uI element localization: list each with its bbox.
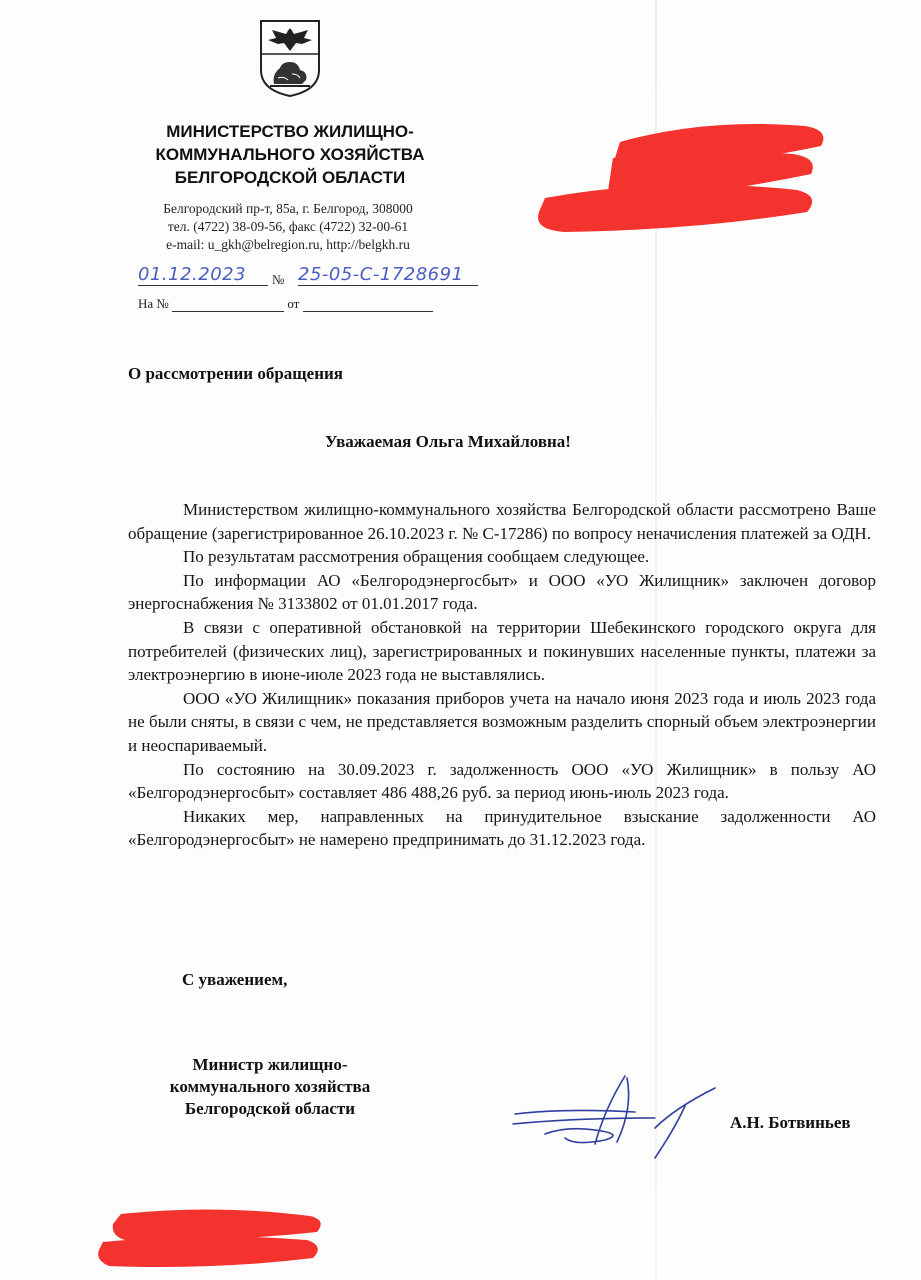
ministry-line2: КОММУНАЛЬНОГО ХОЗЯЙСТВА	[155, 145, 425, 164]
reply-number-label: На №	[138, 296, 169, 311]
reply-date-blank	[303, 297, 433, 312]
ministry-line3: БЕЛГОРОДСКОЙ ОБЛАСТИ	[174, 168, 406, 187]
footer-redaction	[95, 1200, 330, 1272]
paragraph-5: ООО «УО Жилищник» показания приборов учета на начало июня 2023 года и июль 2023 года не были сняты, в связи с чем, не представляется возможным разделить спорный объем электроэнергии и неоспариваемый.	[128, 688, 876, 755]
signatory-title-line3: Белгородской области	[184, 1099, 356, 1118]
email: e-mail: u_gkh@belregion.ru, http://belgkh.ru	[166, 237, 410, 252]
handwritten-signature	[505, 1068, 725, 1163]
signatory-title-line2: коммунального хозяйства	[169, 1077, 371, 1096]
contact-block	[118, 200, 458, 254]
registration-date: 01.12.2023	[138, 264, 268, 286]
recipient-redaction	[525, 112, 835, 242]
address: Белгородский пр-т, 85а, г. Белгород, 308000	[163, 201, 413, 216]
letter-subject: О рассмотрении обращения	[128, 364, 343, 383]
reply-reference	[138, 296, 433, 312]
registration-number: 25-05-С-1728691	[298, 264, 478, 286]
closing: С уважением,	[182, 970, 288, 989]
coat-of-arms-icon	[258, 18, 322, 98]
paragraph-4: В связи с оперативной обстановкой на территории Шебекинского городского округа для потребителей (физических лиц), зарегистрированных и покинувших населенные пункты, платежи за электроэнергию в июне-июле 2023 года не выставлялись.	[128, 617, 876, 685]
letter-body	[128, 498, 876, 852]
registration-number-label: №	[272, 272, 285, 287]
paragraph-2: По результатам рассмотрения обращения сообщаем следующее.	[183, 547, 650, 567]
paragraph-1: Министерством жилищно-коммунального хозяйства Белгородской области рассмотрено Ваше обращение (зарегистрированное 26.10.2023 г. № С-17286) по вопросу неначисления платежей за ОДН.	[128, 500, 876, 543]
paragraph-3: По информации АО «Белгородэнергосбыт» и ООО «УО Жилищник» заключен договор энергоснабжения № 3133802 от 01.01.2017 года.	[128, 570, 876, 614]
paragraph-6: По состоянию на 30.09.2023 г. задолженность ООО «УО Жилищник» в пользу АО «Белгородэнергосбыт» составляет 486 488,26 руб. за период июнь-июль 2023 года.	[128, 759, 876, 803]
greeting: Уважаемая Ольга Михайловна!	[325, 432, 571, 451]
reply-number-blank	[172, 297, 284, 312]
signatory-name: А.Н. Ботвиньев	[730, 1113, 851, 1132]
signatory-title	[120, 1054, 420, 1120]
signatory-title-line1: Министр жилищно-	[192, 1055, 348, 1074]
phone: тел. (4722) 38-09-56, факс (4722) 32-00-61	[167, 219, 409, 234]
ministry-line1: МИНИСТЕРСТВО ЖИЛИЩНО-	[166, 122, 414, 141]
reply-from-label: от	[287, 296, 300, 311]
registration-line	[138, 262, 498, 292]
ministry-name	[120, 120, 460, 189]
paragraph-7: Никаких мер, направленных на принудительное взыскание задолженности АО «Белгородэнергосбыт» не намерено предпринимать до 31.12.2023 года.	[128, 806, 876, 850]
